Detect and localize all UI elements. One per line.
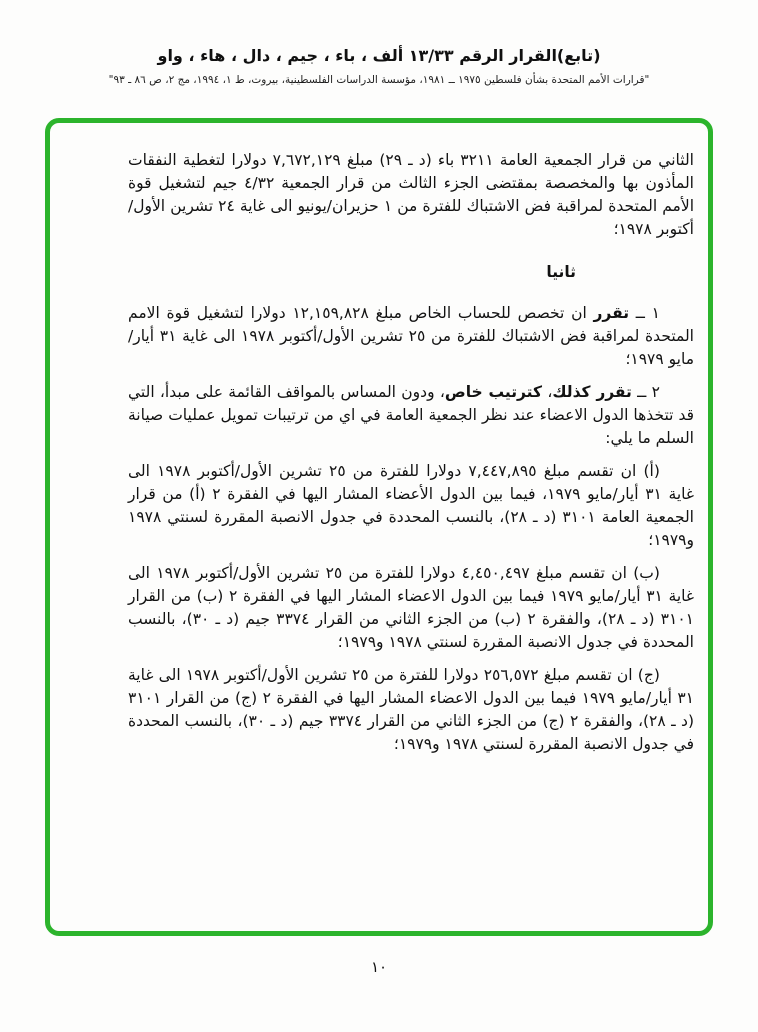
text-run: ١ ــ <box>629 304 660 322</box>
resolution-body-text <box>50 123 708 786</box>
item-2 <box>128 381 694 450</box>
section-heading <box>128 261 694 284</box>
page-number: ١٠ <box>370 958 388 976</box>
resolution-title: (تابع)القرار الرقم ١٣/٣٣ ألف ، باء ، جيم ، دال ، هاء ، واو <box>157 46 601 65</box>
text-run: ، ودون المساس بالمواقف القائمة على مبدأ، التي قد تتخذها الدول الاعضاء عند نظر الجمعية العامة في اي من ترتيبات تمويل عمليات صيانة السلم ما يلي: <box>128 383 694 447</box>
subitem-c <box>128 664 694 756</box>
text-run: كترتيب خاص <box>444 383 543 401</box>
green-content-frame <box>45 118 713 936</box>
text-run: ٢ ــ <box>631 383 660 401</box>
text-run: (ب) ان تقسم مبلغ ٤,٤٥٠,٤٩٧ دولارا للفترة من ٢٥ تشرين الأول/أكتوبر ١٩٧٨ الى غاية ٣١ أيار/مايو ١٩٧٩ فيما بين الدول الاعضاء المشار اليها في الفقرة ٢ (ب) من القرار ٣١٠١ (د ـ ٢٨)، والفقرة ٢ (ب) من الجزء الثاني من القرار ٣٣٧٤ جيم (د ـ ٣٠)، بالنسب المحددة في جدول الانصبة المقررة لسنتي ١٩٧٨ و١٩٧٩؛ <box>128 564 694 651</box>
text-run: (أ) ان تقسم مبلغ ٧,٤٤٧,٨٩٥ دولارا للفترة من ٢٥ تشرين الأول/أكتوبر ١٩٧٨ الى غاية ٣١ أيار/مايو ١٩٧٩، فيما بين الدول الأعضاء المشار اليها في الفقرة ٢ (أ) من قرار الجمعية العامة ٣١٠١ (د ـ ٢٨)، بالنسب المحددة في جدول الانصبة المقررة لسنتي ١٩٧٨ و١٩٧٩؛ <box>128 462 694 549</box>
paragraph-continuation <box>128 149 694 241</box>
text-run: ان تخصص للحساب الخاص مبلغ ١٢,١٥٩,٨٢٨ دولارا لتشغيل قوة الامم المتحدة لمراقبة فض الاشتباك للفترة من ٢٥ تشرين الأول/أكتوبر ١٩٧٨ الى غاية ٣١ أيار/مايو ١٩٧٩؛ <box>128 304 694 368</box>
text-run: ثانيا <box>546 263 576 281</box>
item-1 <box>128 302 694 371</box>
subitem-b <box>128 562 694 654</box>
document-header <box>30 46 728 86</box>
text-run: ، <box>542 383 553 401</box>
text-run: (ج) ان تقسم مبلغ ٢٥٦,٥٧٢ دولارا للفترة من ٢٥ تشرين الأول/أكتوبر ١٩٧٨ الى غاية ٣١ أيار/مايو ١٩٧٩ فيما بين الدول الاعضاء المشار اليها في الفقرة ٢ (ج) من القرار ٣١٠١ (د ـ ٢٨)، والفقرة ٢ (ج) من الجزء الثاني من القرار ٣٣٧٤ جيم (د ـ ٣٠)، بالنسب المحددة في جدول الانصبة المقررة لسنتي ١٩٧٨ و١٩٧٩؛ <box>128 666 694 753</box>
source-citation: "قرارات الأمم المتحدة بشأن فلسطين ١٩٧٥ ــ ١٩٨١، مؤسسة الدراسات الفلسطينية، بيروت، ط ١، ١٩٩٤، مج ٢، ص ٨٦ ـ ٩٣" <box>108 74 650 86</box>
subitem-a <box>128 460 694 552</box>
text-run: تقرر <box>593 304 630 322</box>
text-run: تقرر كذلك <box>552 383 632 401</box>
text-run: الثاني من قرار الجمعية العامة ٣٢١١ باء (د ـ ٢٩) مبلغ ٧,٦٧٢,١٢٩ دولارا لتغطية النفقات المأذون بها والمخصصة بمقتضى الجزء الثالث من قرار الجمعية ٤/٣٢ جيم لتشغيل قوة الأمم المتحدة لمراقبة فض الاشتباك للفترة من ١ حزيران/يونيو الى غاية ٢٤ تشرين الأول/أكتوبر ١٩٧٨؛ <box>128 151 694 238</box>
